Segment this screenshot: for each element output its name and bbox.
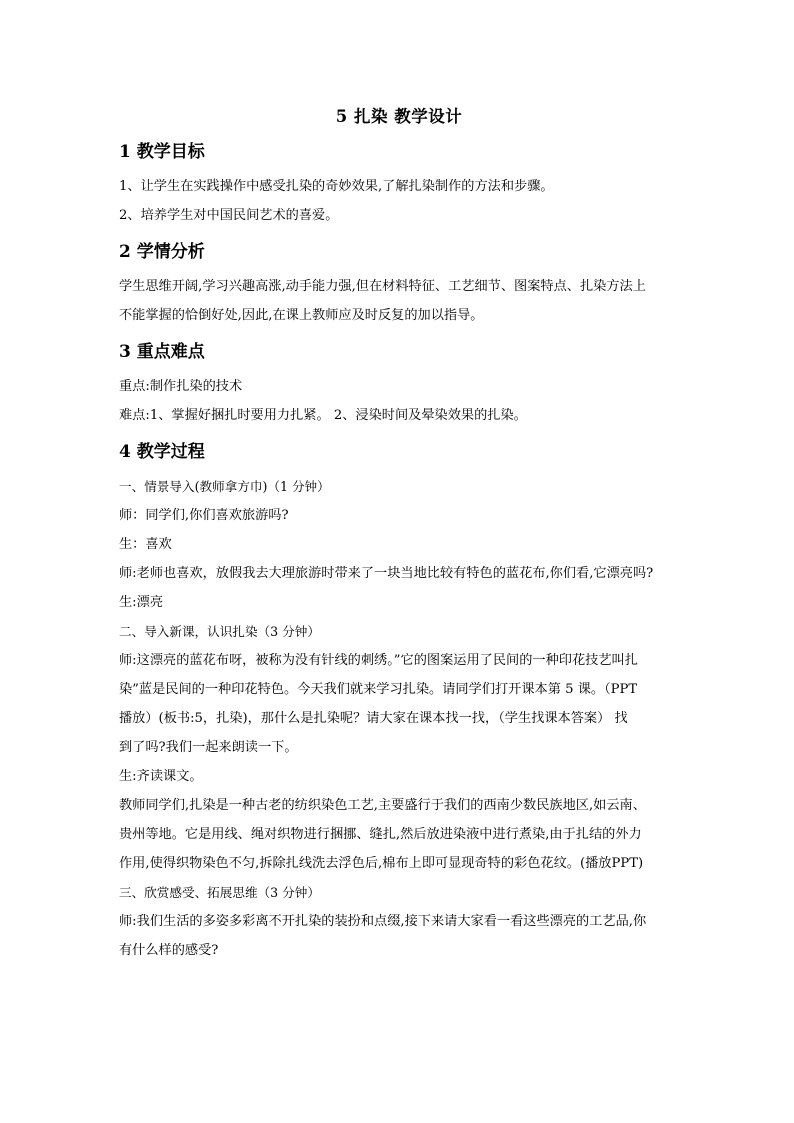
paragraph-line: 到了吗?我们一起来朗读一下。 [119, 740, 298, 755]
paragraph-line: 重点:制作扎染的技术 [119, 379, 243, 394]
subsection-heading: 三、欣赏感受、拓展思维（3 分钟） [119, 885, 320, 900]
section-heading-objectives: 1 教学目标 [119, 142, 205, 162]
paragraph-line: 难点:1、掌握好捆扎时要用力扎紧。 2、浸染时间及晕染效果的扎染。 [119, 408, 527, 423]
paragraph-line: 2、培养学生对中国民间艺术的喜爱。 [119, 208, 339, 223]
subsection-heading: 一、情景导入(教师拿方巾)（1 分钟） [119, 479, 330, 494]
section-heading-analysis: 2 学情分析 [119, 242, 205, 262]
document-body [119, 104, 679, 965]
subsection-heading: 二、导入新课，认识扎染（3 分钟） [119, 624, 320, 639]
paragraph-line: 生:漂亮 [119, 595, 164, 610]
paragraph-line: 生：喜欢 [119, 537, 172, 552]
paragraph-line: 不能掌握的恰倒好处,因此,在课上教师应及时反复的加以指导。 [119, 308, 484, 323]
paragraph-line: 贵州等地。它是用线、绳对织物进行捆挪、缝扎,然后放进染液中进行煮染,由于扎结的外力 [119, 827, 642, 842]
paragraph-line: 教师同学们,扎染是一种古老的纺织染色工艺,主要盛行于我们的西南少数民族地区,如云南、 [119, 798, 646, 813]
section-heading-key-points: 3 重点难点 [119, 342, 205, 362]
paragraph-line: 生:齐读课文。 [119, 769, 203, 784]
paragraph-line: 师:老师也喜欢，放假我去大理旅游时带来了一块当地比较有特色的蓝花布,你们看,它漂亮吗? [119, 566, 654, 581]
paragraph-line: 有什么样的感受? [119, 943, 219, 958]
section-heading-process: 4 教学过程 [119, 442, 205, 462]
paragraph-line: 师:这漂亮的蓝花布呀，被称为没有针线的刺绣。”它的图案运用了民间的一种印花技艺叫扎 [119, 653, 638, 668]
paragraph-line: 1、让学生在实践操作中感受扎染的奇妙效果,了解扎染制作的方法和步骤。 [119, 179, 554, 194]
paragraph-line: 师：同学们,你们喜欢旅游吗? [119, 508, 289, 523]
paragraph-line: 染”蓝是民间的一种印花特色。今天我们就来学习扎染。请同学们打开课本第 5 课。（PPT [119, 682, 638, 697]
paragraph-line: 学生思维开阔,学习兴趣高涨,动手能力强,但在材料特征、工艺细节、图案特点、扎染方法上 [119, 279, 646, 294]
paragraph-line: 播放）(板书:5，扎染)，那什么是扎染呢？请大家在课本找一找，（学生找课本答案） 找 [119, 711, 628, 726]
document-title: 5 扎染 教学设计 [335, 107, 463, 126]
paragraph-line: 师:我们生活的多姿多彩离不开扎染的装扮和点缀,接下来请大家看一看这些漂亮的工艺品,你 [119, 914, 647, 929]
paragraph-line: 作用,使得织物染色不匀,拆除扎线洗去浮色后,棉布上即可显现奇特的彩色花纹。(播放PPT) [119, 856, 644, 871]
